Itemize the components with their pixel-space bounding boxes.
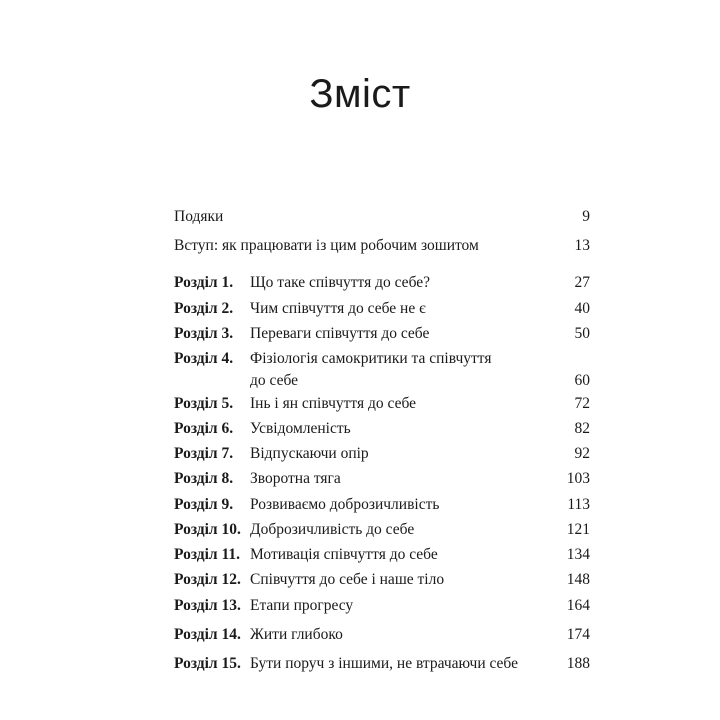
toc-entry-chapter-6[interactable] [174,418,590,440]
toc-entry-page: 13 [574,237,590,254]
chapter-label: Розділ 3. [174,325,234,342]
chapter-page: 40 [574,300,590,317]
chapter-page: 188 [566,655,590,672]
chapter-title: Фізіологія самокритики та співчуття [250,350,492,367]
chapter-title: Усвідомленість [250,420,351,437]
chapter-page: 92 [574,445,590,462]
chapter-page: 82 [574,420,590,437]
toc-entry-introduction[interactable] [174,235,590,257]
toc-entry-chapter-13[interactable] [174,595,590,617]
toc-entry-chapter-14[interactable] [174,624,590,646]
chapter-label: Розділ 8. [174,470,234,487]
chapter-label: Розділ 7. [174,445,234,462]
toc-entry-chapter-9[interactable] [174,494,590,516]
chapter-title-continued: до себе [250,372,299,389]
toc-entry-chapter-7[interactable] [174,443,590,465]
chapter-title: Доброзичливість до себе [250,521,415,538]
toc-entry-chapter-1[interactable] [174,272,590,294]
toc-entry-chapter-8[interactable] [174,468,590,490]
chapter-label: Розділ 2. [174,300,234,317]
chapter-page: 121 [566,521,590,538]
chapter-page: 164 [566,597,590,614]
toc-entry-page: 9 [582,208,590,225]
chapter-title: Розвиваємо доброзичливість [250,496,440,513]
chapter-title: Бути поруч з іншими, не втрачаючи себе [250,655,518,672]
chapter-label: Розділ 5. [174,395,234,412]
toc-entry-title: Вступ: як працювати із цим робочим зошитом [174,237,479,254]
toc-entry-chapter-10[interactable] [174,519,590,541]
chapter-page: 134 [566,546,590,563]
page-title: Зміст [309,72,411,116]
chapter-label: Розділ 13. [174,597,241,614]
chapter-title: Співчуття до себе і наше тіло [250,571,445,588]
toc-entry-chapter-11[interactable] [174,544,590,566]
toc-entry-chapter-2[interactable] [174,298,590,320]
chapter-label: Розділ 9. [174,496,234,513]
chapter-title: Жити глибоко [250,626,343,643]
chapter-page: 174 [566,626,590,643]
chapter-page: 113 [567,496,590,513]
chapter-label: Розділ 12. [174,571,241,588]
toc-entry-chapter-4[interactable] [174,348,590,392]
chapter-label: Розділ 15. [174,655,241,672]
chapter-label: Розділ 6. [174,420,234,437]
chapter-page: 72 [574,395,590,412]
chapter-label: Розділ 10. [174,521,241,538]
chapter-title: Відпускаючи опір [250,445,369,462]
toc-entry-chapter-3[interactable] [174,323,590,345]
chapter-title: Чим співчуття до себе не є [250,300,426,317]
chapter-page: 103 [566,470,590,487]
toc-entry-chapter-5[interactable] [174,393,590,415]
chapter-title: Що таке співчуття до себе? [250,274,431,291]
chapter-title: Мотивація співчуття до себе [250,546,438,563]
toc-entry-chapter-12[interactable] [174,569,590,591]
toc-entry-chapter-15[interactable] [174,653,590,675]
chapter-title: Етапи прогресу [250,597,354,614]
chapter-label: Розділ 1. [174,274,234,291]
chapter-title: Переваги співчуття до себе [250,325,430,342]
chapter-page: 60 [574,372,590,389]
chapter-title: Інь і ян співчуття до себе [250,395,417,412]
chapter-page: 27 [574,274,590,291]
chapter-page: 148 [566,571,590,588]
toc-entry-title: Подяки [174,208,224,225]
toc-entry-acknowledgements[interactable] [174,206,590,228]
chapter-page: 50 [574,325,590,342]
chapter-label: Розділ 4. [174,350,234,367]
chapter-title: Зворотна тяга [250,470,341,487]
chapter-label: Розділ 14. [174,626,241,643]
chapter-label: Розділ 11. [174,546,241,563]
